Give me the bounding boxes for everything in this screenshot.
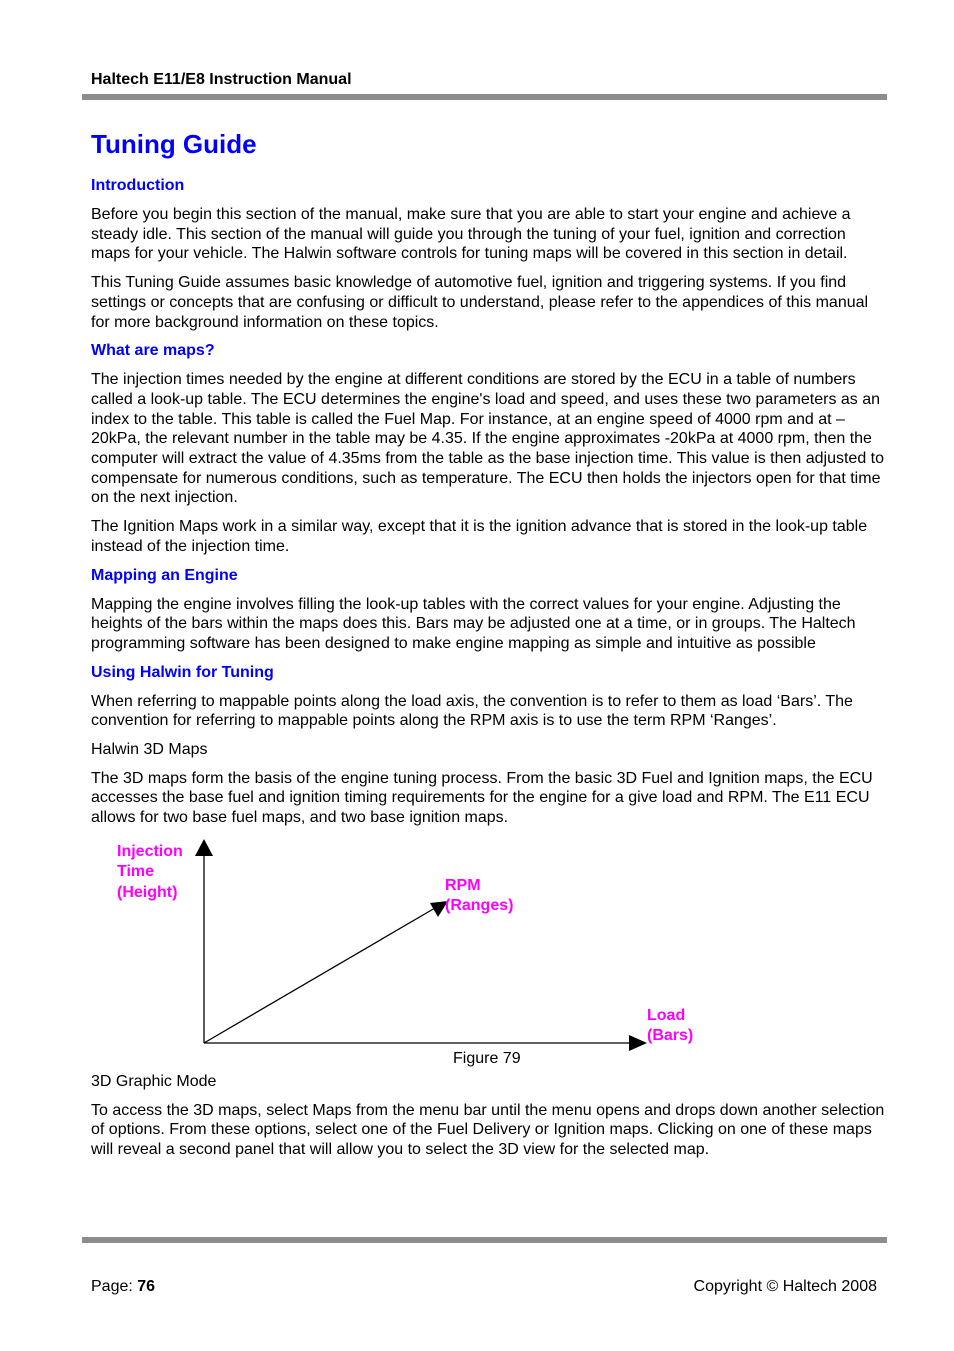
page-label: Page: bbox=[91, 1278, 138, 1295]
paragraph: The 3D maps form the basis of the engine tuning process. From the basic 3D Fuel and Ignition maps, the ECU accesses the base fuel and ignition timing requirements for the engine for a give load and RPM. The E11 ECU allows for two base fuel maps, and two base ignition maps. bbox=[91, 769, 873, 827]
paragraph: 3D Graphic Mode bbox=[91, 1072, 217, 1090]
axes-diagram bbox=[91, 836, 887, 1072]
injection-time-label-line: Injection bbox=[117, 842, 183, 860]
paragraph: Before you begin this section of the manual, make sure that you are able to start your engine and achieve a steady idle. This section of the manual will guide you through the tuning of your fuel, ignition and correction maps for your vehicle. The Halwin software controls for tuning maps will be covered in this section in detail. bbox=[91, 206, 851, 263]
rpm-label-line: (Ranges) bbox=[445, 897, 514, 915]
load-label bbox=[647, 1006, 693, 1047]
injection-time-label bbox=[117, 842, 183, 904]
paragraph: This Tuning Guide assumes basic knowledge of automotive fuel, ignition and triggering systems. If you find settings or concepts that are confusing or difficult to understand, please refer to the appendices of this manual for more background information on these topics. bbox=[91, 274, 869, 331]
load-arrowhead bbox=[629, 1035, 647, 1051]
injection-time-label-line: Time bbox=[117, 863, 155, 881]
manual-title: Haltech E11/E8 Instruction Manual bbox=[91, 71, 352, 88]
heading-using-halwin: Using Halwin for Tuning bbox=[91, 663, 274, 681]
page-title: Tuning Guide bbox=[91, 129, 257, 159]
paragraph: To access the 3D maps, select Maps from the menu bar until the menu opens and drops down another selection of options. From these options, select one of the Fuel Delivery or Ignition maps. Clicking on one of these maps will reveal a second panel that will allow you to select the 3D view for the selected map. bbox=[91, 1101, 885, 1158]
page-number: 76 bbox=[137, 1278, 156, 1295]
paragraph: The Ignition Maps work in a similar way, except that it is the ignition advance that is stored in the look-up table instead of the injection time. bbox=[91, 518, 868, 555]
load-label-line: Load bbox=[647, 1006, 686, 1024]
paragraph: Mapping the engine involves filling the look-up tables with the correct values for your engine. Adjusting the heights of the bars within the maps does this. Bars may be adjusted one at a time, or in groups. The Haltech programming software has been designed to make engine mapping as simple and intuitive as possible bbox=[91, 595, 856, 652]
injection-time-arrowhead bbox=[195, 839, 213, 856]
page-content bbox=[91, 127, 887, 1169]
heading-mapping-an-engine: Mapping an Engine bbox=[91, 566, 238, 584]
axes-figure bbox=[91, 836, 887, 1072]
figure-caption: Figure 79 bbox=[453, 1049, 521, 1067]
injection-time-label-line: (Height) bbox=[117, 883, 178, 901]
paragraph: When referring to mappable points along the load axis, the convention is to refer to them as load ‘Bars’. The convention for referring to mappable points along the RPM axis is to use the term RPM ‘Ranges’. bbox=[91, 692, 853, 730]
copyright-footer: Copyright © Haltech 2008 bbox=[693, 1278, 877, 1295]
rpm-label-line: RPM bbox=[445, 876, 481, 894]
header-rule bbox=[82, 94, 887, 100]
load-label-line: (Bars) bbox=[647, 1027, 694, 1045]
rpm-label bbox=[445, 876, 513, 917]
rpm-axis bbox=[204, 908, 435, 1043]
paragraph: Halwin 3D Maps bbox=[91, 741, 208, 759]
heading-what-are-maps: What are maps? bbox=[91, 342, 215, 360]
page-number-footer bbox=[91, 1277, 155, 1297]
heading-introduction: Introduction bbox=[91, 177, 185, 194]
paragraph: The injection times needed by the engine at different conditions are stored by the ECU in a table of numbers called a look-up table. The ECU determines the engine's load and speed, and uses these two parameters as an index to the table. This table is called the Fuel Map. For instance, at an engine speed of 4000 rpm and at –20kPa, the relevant number in the table may be 4.35. If the engine approximates -20kPa at 4000 rpm, then the computer will extract the value of 4.35ms from the table as the base injection time. This value is then adjusted to compensate for numerous conditions, such as temperature. The ECU then holds the injectors open for that time on the next injection. bbox=[91, 371, 885, 507]
footer-rule bbox=[82, 1237, 887, 1243]
